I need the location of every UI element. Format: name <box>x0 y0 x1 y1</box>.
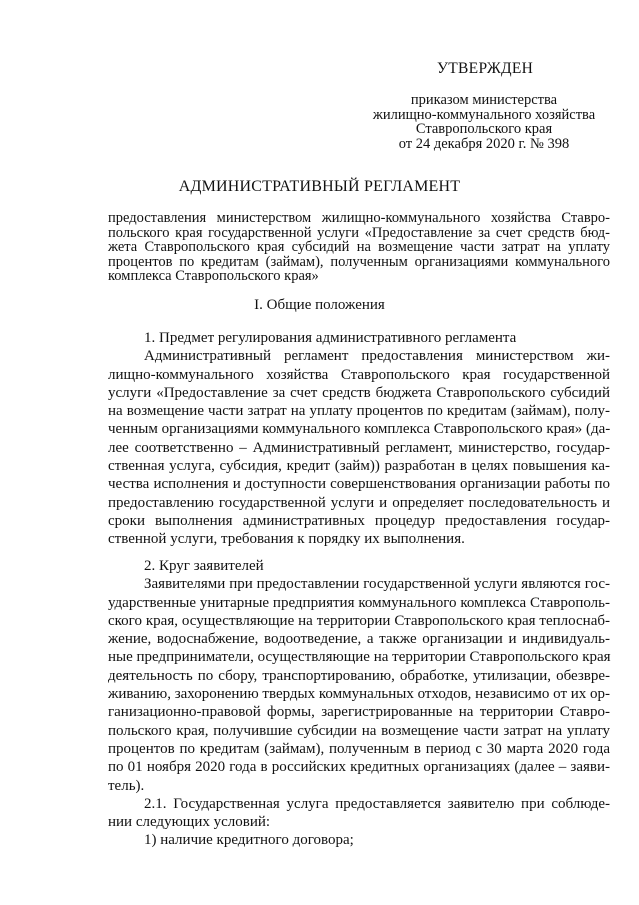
paragraph-line: жение, водоснабжение, водоотведение, а также организации и индивидуаль- <box>108 631 610 648</box>
paragraph-line: по 01 ноября 2020 года в российских кредитных организациях (далее – заяви- <box>108 759 610 776</box>
order-date-number: от 24 декабря 2020 г. № 398 <box>398 135 570 152</box>
order-line: Ставропольского края <box>415 121 553 137</box>
paragraph-line: деятельность по сбору, транспортированию, обработке, утилизации, обезвре- <box>108 667 610 684</box>
paragraph-line: на возмещение части затрат на уплату процентов по кредитам (займам), полу- <box>108 403 610 420</box>
paragraph-line: Административный регламент предоставления министерством жи- <box>144 348 610 365</box>
approval-order-block <box>360 93 608 151</box>
approval-stamp-title: УТВЕРЖДЕН <box>437 60 534 77</box>
subsection-heading: 2. Круг заявителей <box>144 558 264 574</box>
paragraph-line: ченным организациями коммунального комплекса Ставропольского края» (да- <box>108 421 611 438</box>
paragraph-line: ударственные унитарные предприятия коммунального комплекса Ставрополь- <box>108 594 610 611</box>
list-item: 1) наличие кредитного договора; <box>144 832 354 849</box>
subtitle-line: процентов по кредитам (займам), полученным организациями коммунального <box>108 253 610 270</box>
paragraph-line: услуги «Предоставление за счет средств бюджета Ставропольского субсидий <box>108 384 610 401</box>
subsection-1 <box>108 329 610 549</box>
paragraph-line: ственной услуги, требования к порядку их выполнения. <box>108 531 465 548</box>
paragraph-line: ганизационно-правовой формы, зарегистрированные на территории Ставро- <box>108 704 610 721</box>
document-subtitle <box>108 211 610 284</box>
section-heading: I. Общие положения <box>254 297 385 313</box>
paragraph-line: Заявителями при предоставлении государственной услуги являются гос- <box>144 576 610 593</box>
subsection-heading: 1. Предмет регулирования административного регламента <box>144 330 517 346</box>
subtitle-line: комплекса Ставропольского края» <box>108 268 319 284</box>
clause-line: нии следующих условий: <box>108 814 271 831</box>
document-title: АДМИНИСТРАТИВНЫЙ РЕГЛАМЕНТ <box>178 178 461 195</box>
paragraph-line: живанию, захоронению твердых коммунальных отходов, независимо от их ор- <box>108 686 611 703</box>
subtitle-line: жета Ставропольского края субсидий на возмещение части затрат на уплату <box>108 239 610 255</box>
paragraph-line: ные предприниматели, осуществляющие на территории Ставропольского края <box>108 649 611 666</box>
paragraph-line: ственная услуга, субсидия, кредит (займ)) разработан в целях повышения ка- <box>108 458 610 475</box>
paragraph-line: предоставлению государственной услуги и определяет последовательность и <box>108 494 610 511</box>
paragraph-line: процентов по кредитам (займам), полученным в период с 30 марта 2020 года <box>108 740 610 757</box>
subsection-2 <box>108 557 610 850</box>
subtitle-line: польского края государственной услуги «Предоставление за счет средств бюд- <box>108 224 610 241</box>
clause-line: 2.1. Государственная услуга предоставляется заявителю при соблюде- <box>144 795 610 812</box>
paragraph-line: тель). <box>108 777 145 794</box>
paragraph-line: ского края, осуществляющие на территории Ставропольского края теплоснаб- <box>108 612 610 629</box>
paragraph-line: лее соответственно – Административный регламент, министерство, государ- <box>108 439 610 456</box>
order-line: жилищно-коммунального хозяйства <box>372 106 596 123</box>
paragraph-line: сроки выполнения административных процедур предоставления государ- <box>108 512 610 529</box>
paragraph-line: польского края, получившие субсидии на возмещение части затрат на уплату <box>108 722 610 739</box>
subtitle-line: предоставления министерством жилищно-коммунального хозяйства Ставро- <box>108 210 610 226</box>
paragraph-line: лищно-коммунального хозяйства Ставропольского края государственной <box>108 366 610 383</box>
paragraph-line: чества исполнения и доступности совершенствования организации работы по <box>108 476 610 493</box>
order-line: приказом министерства <box>410 92 558 108</box>
